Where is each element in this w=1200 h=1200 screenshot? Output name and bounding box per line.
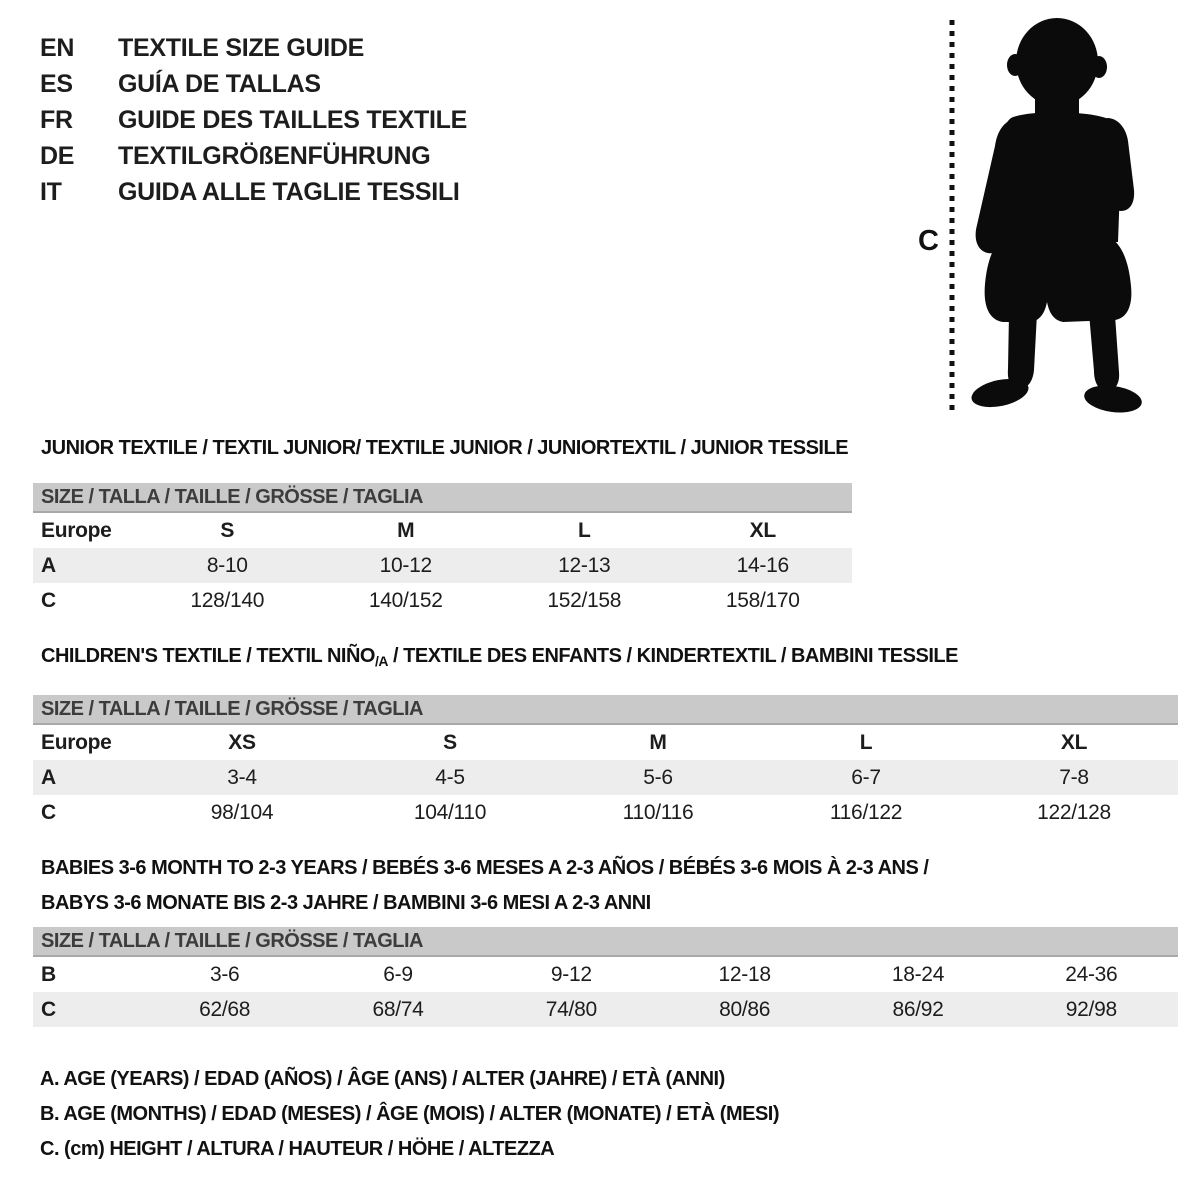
cell: 9-12 [550,962,592,986]
cell: 152/158 [547,588,622,612]
row-label: C [41,800,56,824]
cell: 3-6 [209,962,240,986]
height-label: C [918,225,939,257]
cell: XS [228,730,256,754]
lang-code: FR [40,106,73,134]
table-row [33,724,1178,760]
row-label: Europe [41,518,112,542]
lang-code: EN [40,34,75,62]
lang-label: GUIDA ALLE TAGLIE TESSILI [118,178,460,206]
cell: 104/110 [413,800,487,824]
baby-silhouette-svg [915,10,1180,422]
lang-label: TEXTILE SIZE GUIDE [118,34,365,62]
lang-row-fr [40,102,467,138]
table-row [33,760,1178,795]
lang-row-it [40,174,467,210]
title-subscript: /A [374,653,388,669]
legend-line-c: C. (cm) HEIGHT / ALTURA / HAUTEUR / HÖHE / ALTEZZA [40,1138,555,1160]
cell: 62/68 [199,997,251,1021]
children-size-table [33,695,1178,830]
table-row [33,956,1178,992]
lang-row-es [40,66,467,102]
section-title [33,645,1178,672]
cell: 74/80 [545,997,597,1021]
cell: 6-7 [851,765,881,789]
table-row [33,548,852,583]
row-label: C [41,588,56,612]
cell: 116/122 [829,800,903,824]
lang-code: ES [40,70,73,98]
language-list [40,30,467,210]
row-label: C [41,997,56,1021]
section-title: JUNIOR TEXTILE / TEXTIL JUNIOR/ TEXTILE JUNIOR / JUNIORTEXTIL / JUNIOR TESSILE [41,437,849,459]
legend-line-b: B. AGE (MONTHS) / EDAD (MESES) / ÂGE (MOIS) / ALTER (MONATE) / ETÀ (MESI) [40,1103,780,1125]
cell: 86/92 [892,997,944,1021]
section-childrens-textile [33,645,1178,830]
cell: 10-12 [379,553,432,577]
table-row [33,992,1178,1027]
cell: 122/128 [1037,800,1111,824]
cell: M [397,518,415,542]
cell: 98/104 [210,800,274,824]
cell: L [859,730,873,754]
lang-row-de [40,138,467,174]
cell: M [649,730,667,754]
row-label: B [41,962,56,986]
cell: S [443,730,457,754]
row-label: Europe [41,730,112,754]
cell: 4-5 [435,765,465,789]
size-header-bar: SIZE / TALLA / TAILLE / GRÖSSE / TAGLIA [33,483,852,512]
cell: 24-36 [1065,962,1118,986]
cell: 12-18 [718,962,771,986]
cell: L [577,518,591,542]
lang-label: TEXTILGRÖßENFÜHRUNG [118,142,431,170]
cell: S [220,518,235,542]
row-label: A [41,765,56,789]
cell: 110/116 [622,800,694,824]
lang-row-en [40,30,467,66]
lang-code: IT [40,178,62,206]
babies-size-table [33,927,1178,1027]
cell: 8-10 [206,553,248,577]
cell: 3-4 [227,765,257,789]
height-figure [915,10,1180,422]
table-row [33,583,852,618]
cell: 5-6 [643,765,673,789]
cell: 14-16 [736,553,789,577]
junior-size-table [33,483,852,618]
cell: 92/98 [1065,997,1117,1021]
cell: 12-13 [558,553,611,577]
section-title-line1: BABIES 3-6 MONTH TO 2-3 YEARS / BEBÉS 3-6 MESES A 2-3 AÑOS / BÉBÉS 3-6 MOIS À 2-3 ANS / [41,857,929,879]
legend [40,1062,779,1167]
title-part: / TEXTILE DES ENFANTS / KINDERTEXTIL / BAMBINI TESSILE [387,645,958,667]
lang-label: GUIDE DES TAILLES TEXTILE [118,106,468,134]
cell: 6-9 [383,962,413,986]
size-header-bar: SIZE / TALLA / TAILLE / GRÖSSE / TAGLIA [33,695,1178,724]
title-part: CHILDREN'S TEXTILE / TEXTIL NIÑO [41,645,375,667]
baby-silhouette [969,18,1144,416]
section-babies-textile [33,851,1178,1027]
cell: 158/170 [725,588,800,612]
size-header-bar: SIZE / TALLA / TAILLE / GRÖSSE / TAGLIA [33,927,1178,956]
lang-code: DE [40,142,75,170]
legend-line-a: A. AGE (YEARS) / EDAD (AÑOS) / ÂGE (ANS) / ALTER (JAHRE) / ETÀ (ANNI) [40,1068,725,1090]
table-row [33,795,1178,830]
cell: 128/140 [190,588,265,612]
cell: 68/74 [372,997,424,1021]
cell: XL [1060,730,1088,754]
table-row [33,512,852,548]
cell: 7-8 [1059,765,1089,789]
row-label: A [41,553,56,577]
cell: 140/152 [368,588,443,612]
lang-label: GUÍA DE TALLAS [118,70,321,98]
section-title-line2: BABYS 3-6 MONATE BIS 2-3 JAHRE / BAMBINI 3-6 MESI A 2-3 ANNI [41,892,651,914]
cell: 80/86 [719,997,771,1021]
cell: XL [749,518,776,542]
cell: 18-24 [891,962,945,986]
section-junior-textile [33,437,852,618]
